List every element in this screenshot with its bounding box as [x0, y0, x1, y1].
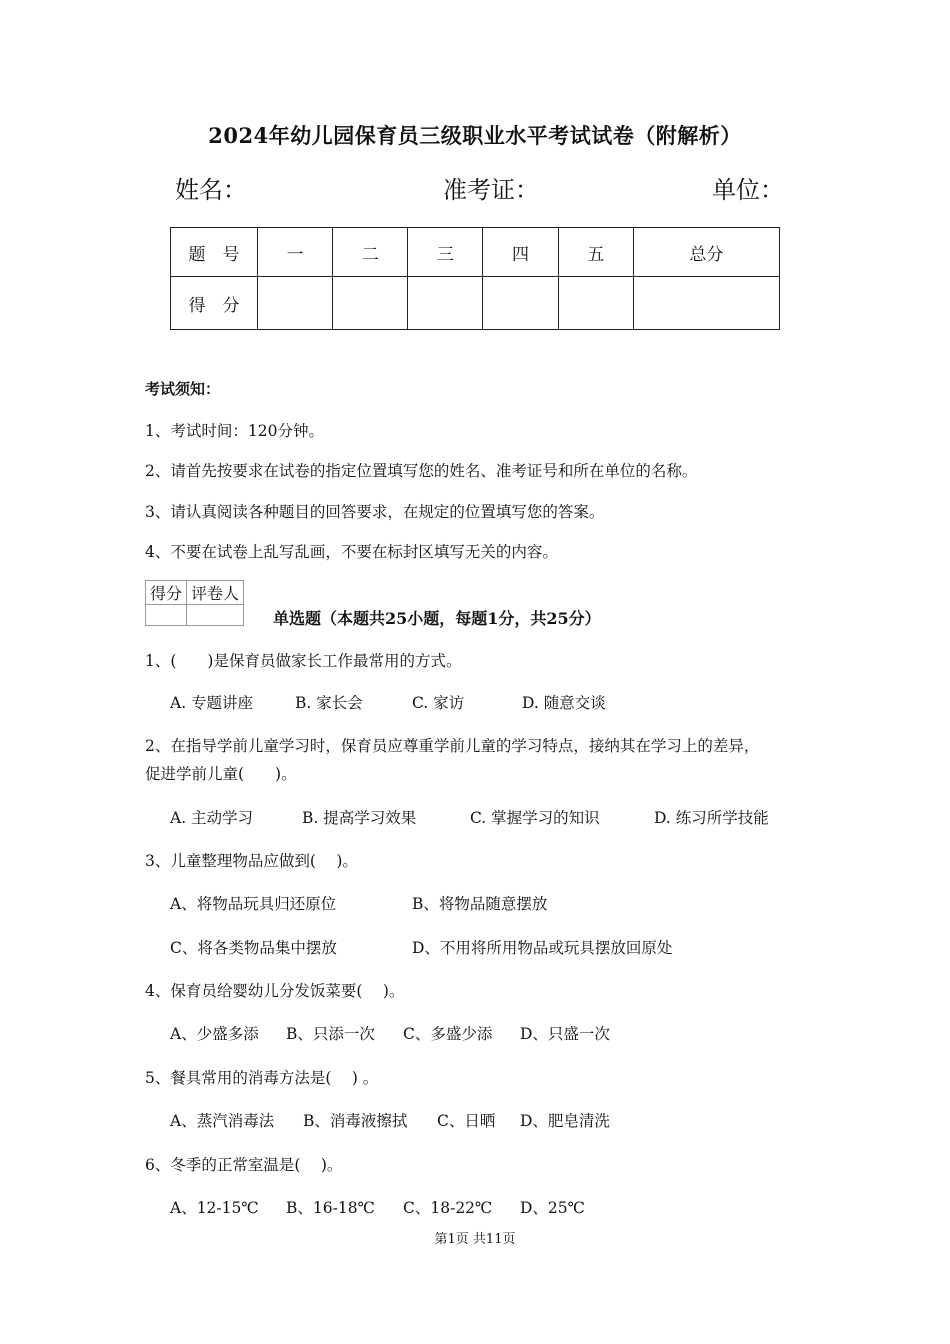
question-stem: 6、冬季的正常室温是( )。	[145, 1156, 343, 1174]
notice-title: 考试须知：	[145, 380, 221, 398]
option: B、消毒液擦拭	[303, 1112, 408, 1130]
score-table-cell: 总分	[633, 228, 779, 277]
score-table-cell: 二	[333, 228, 408, 277]
option: C. 掌握学习的知识	[470, 809, 600, 827]
name-field-label: 姓名：	[175, 176, 247, 204]
option: C、18-22℃	[403, 1199, 493, 1217]
unit-field-label: 单位：	[712, 176, 784, 204]
notice-item: 4、不要在试卷上乱写乱画，不要在标封区填写无关的内容。	[145, 543, 558, 561]
option: D、25℃	[520, 1199, 585, 1217]
question-stem: 5、餐具常用的消毒方法是( ) 。	[145, 1069, 379, 1087]
question-stem: 3、儿童整理物品应做到( )。	[145, 852, 358, 870]
option: C、将各类物品集中摆放	[170, 939, 337, 957]
option: B. 提高学习效果	[302, 809, 417, 827]
option: C、多盛少添	[403, 1025, 493, 1043]
score-table-cell: 四	[483, 228, 558, 277]
option: D、肥皂清洗	[520, 1112, 610, 1130]
score-table-cell: 得 分	[171, 277, 258, 330]
option: C、日晒	[437, 1112, 496, 1130]
score-table-cell: 五	[558, 228, 633, 277]
grader-name-cell[interactable]	[187, 605, 244, 626]
grader-score-label: 得分	[146, 581, 187, 605]
score-table-header-row	[171, 228, 780, 277]
option: A、蒸汽消毒法	[170, 1112, 275, 1130]
question-stem-continued: 促进学前儿童( )。	[145, 765, 297, 783]
score-table	[170, 227, 780, 330]
option: A、将物品玩具归还原位	[170, 895, 337, 913]
score-input-cell[interactable]	[258, 277, 333, 330]
grader-name-label: 评卷人	[187, 581, 244, 605]
option: D. 练习所学技能	[654, 809, 769, 827]
notice-item: 3、请认真阅读各种题目的回答要求，在规定的位置填写您的答案。	[145, 503, 605, 521]
option: A. 主动学习	[170, 809, 254, 827]
score-table-cell: 一	[258, 228, 333, 277]
score-input-cell[interactable]	[408, 277, 483, 330]
question-stem: 1、( )是保育员做家长工作最常用的方式。	[145, 652, 462, 670]
option: B、16-18℃	[286, 1199, 375, 1217]
option: C. 家访	[412, 694, 465, 712]
grader-score-cell[interactable]	[146, 605, 187, 626]
option: B、只添一次	[286, 1025, 375, 1043]
score-input-cell[interactable]	[483, 277, 558, 330]
option: B. 家长会	[295, 694, 363, 712]
grader-box	[145, 580, 244, 626]
score-input-cell[interactable]	[333, 277, 408, 330]
score-table-cell: 三	[408, 228, 483, 277]
section-title: 单选题（本题共25小题，每题1分，共25分）	[273, 609, 601, 628]
option: D. 随意交谈	[522, 694, 606, 712]
question-stem: 2、在指导学前儿童学习时，保育员应尊重学前儿童的学习特点，接纳其在学习上的差异，	[145, 737, 760, 755]
notice-item: 1、考试时间：120分钟。	[145, 422, 324, 440]
option: D、只盛一次	[520, 1025, 610, 1043]
option: A、12-15℃	[170, 1199, 259, 1217]
question-stem: 4、保育员给婴幼儿分发饭菜要( )。	[145, 982, 405, 1000]
page-footer: 第1页 共11页	[434, 1232, 516, 1247]
option: A. 专题讲座	[170, 694, 254, 712]
score-input-cell[interactable]	[558, 277, 633, 330]
score-table-score-row	[171, 277, 780, 330]
option: D、不用将所用物品或玩具摆放回原处	[412, 939, 673, 957]
score-table-cell: 题 号	[171, 228, 258, 277]
option: A、少盛多添	[170, 1025, 259, 1043]
page-title: 2024年幼儿园保育员三级职业水平考试试卷（附解析）	[208, 123, 742, 148]
option: B、将物品随意摆放	[412, 895, 548, 913]
score-input-cell[interactable]	[633, 277, 779, 330]
notice-item: 2、请首先按要求在试卷的指定位置填写您的姓名、准考证号和所在单位的名称。	[145, 462, 698, 480]
exam-id-field-label: 准考证：	[443, 176, 539, 204]
